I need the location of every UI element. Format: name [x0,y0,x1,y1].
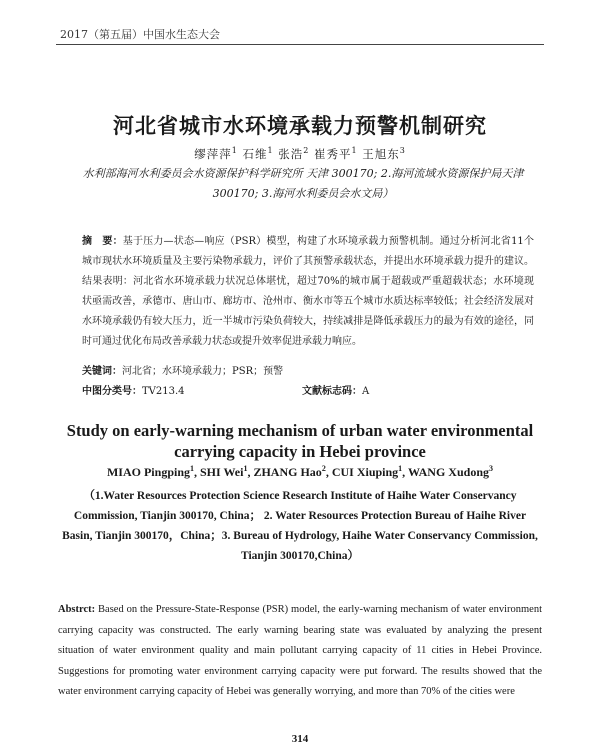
author-sup: 1 [351,146,358,156]
author-sup: 2 [321,464,326,473]
english-authors: MIAO Pingping$^1$, SHI Wei$^1$, ZHANG Hao$^2$, CUI Xiuping$^1$, WANG Xudong$^3$ [106,464,493,479]
author-sup: 2 [303,146,310,156]
author-name: 崔秀平 [313,147,352,161]
author-name: CUI Xiuping [331,465,399,479]
author-name: ZHANG Hao [253,465,322,479]
author-name: MIAO Pingping [106,465,190,479]
author-sup: 1 [398,464,403,473]
running-header: 2017（第五届）中国水生态大会 [60,28,220,41]
page-number: 314 [291,733,309,745]
abstract-label: Abstrct: [58,604,96,615]
author-sup: 1 [231,146,238,156]
doc-code [302,382,369,397]
author-name: 石维 [242,147,268,161]
chinese-keywords [82,362,283,377]
english-affiliations: （1.Water Resources Protection Science Research Institute of Haihe Water Conservancy Commission, Tianjin 300170, China； 2. Water Resources Protection Bureau of Haihe River Basin, Tianjin 300170，China；3. Bureau of Hydrology, Haihe Water Conservancy Commission, Tianjin 300170,China） [62,490,538,562]
abstract-label: 摘 要： [82,236,123,247]
chinese-title: 河北省城市水环境承载力预警机制研究 [113,114,487,138]
chinese-authors [0,146,600,162]
author-name: 张浩 [278,147,304,161]
english-title: Study on early-warning mechanism of urban water environmental carrying capacity in Hebei province [66,421,534,461]
author-name: WANG Xudong [407,465,489,479]
author-sup: 1 [267,146,274,156]
abstract-text: Based on the Pressure-State-Response (PSR) model, the early-warning mechanism of water environment carrying capacity was constructed. The early warning bearing state was evaluated by analyzing the present situation of water environment quality and main pollutant carrying capacity of 11 cities in Hebei Province. Suggestions for promoting water environment carrying capacity were put forward. The results showed that the water environment carrying capacity of Hebei was generally worrying, and more than 70% of the cities were [58,604,542,697]
abstract-text: 基于压力—状态—响应（PSR）模型，构建了水环境承载力预警机制。通过分析河北省11个城市现状水环境质量及主要污染物承载力，评价了其预警承载状态，并提出水环境承载力提升的建议。结果表明：河北省水环境承载力状况总体堪忧，超过70%的城市属于超载或严重超载状态；水环境现状亟需改善，承德市、唐山市、廊坊市、沧州市、衡水市等五个城市水质达标率较低；社会经济发展对水环境承载仍有较大压力，近一半城市污染负荷较大，持续减排是降低承载压力的最为有效的途径，同时可通过优化布局改善承载力状态或提升效率促进承载力响应。 [82,236,534,347]
doc-label: 文献标志码： [302,386,362,397]
author-sup: 1 [243,464,248,473]
author-sup: 1 [190,464,194,473]
classification-row [82,382,534,397]
author-sup: 3 [399,146,406,156]
keywords-text: 河北省；水环境承载力；PSR；预警 [122,366,284,377]
author-sup: 3 [489,464,493,473]
keywords-label: 关键词： [82,366,122,377]
chinese-abstract [82,232,534,352]
english-abstract [58,600,542,703]
header-divider [56,44,544,45]
chinese-affiliations: 水利部海河水利委员会水资源保护科学研究所 天津 300170; 2.海河流域水资源保护局天津 300170; 3.海河水利委员会水文局） [82,167,524,200]
author-name: 王旭东 [362,147,400,161]
class-label: 中图分类号： [82,386,142,397]
doc-value: A [362,386,370,397]
class-value: TV213.4 [142,386,185,397]
author-name: 缪萍萍 [194,147,232,161]
author-name: SHI Wei [200,465,244,479]
